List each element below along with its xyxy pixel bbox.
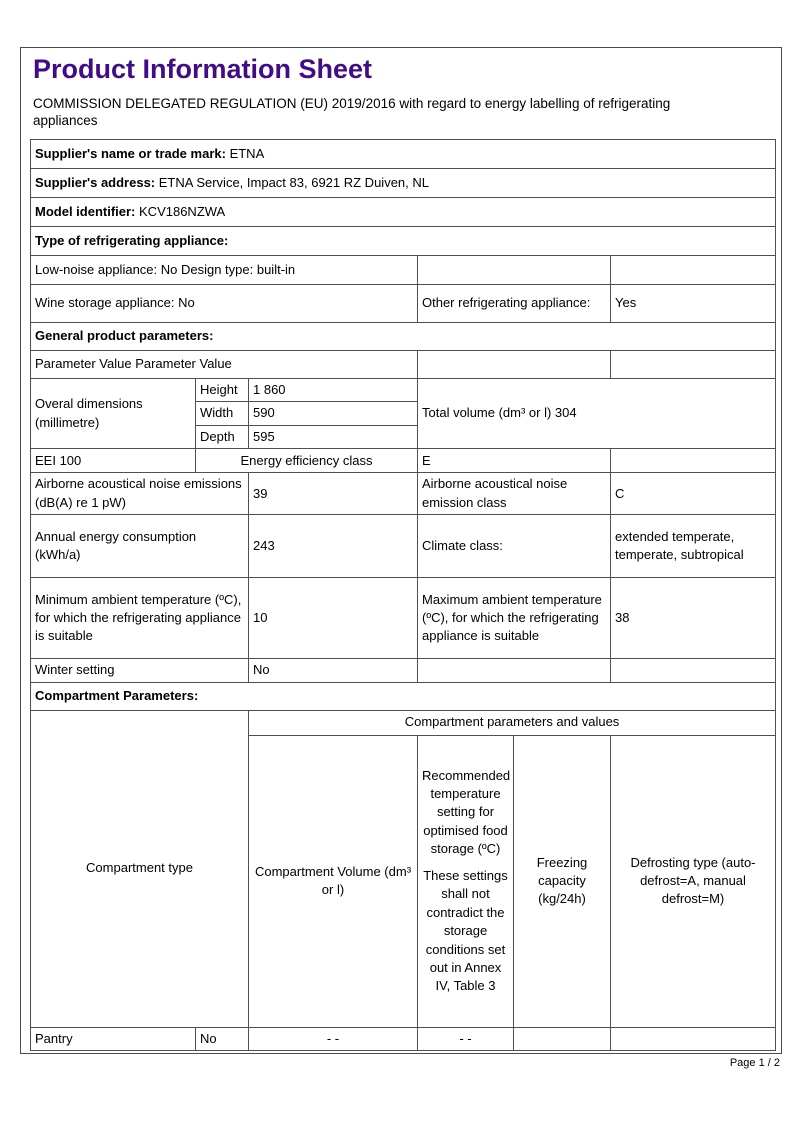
compartment-values-header-row: [31, 710, 776, 735]
supplier-address-label: Supplier's address:: [35, 174, 156, 190]
winter-setting-row: [31, 659, 776, 682]
width-value-cell: 590: [249, 402, 418, 425]
compartment-heading-cell: Compartment Parameters:: [31, 682, 776, 710]
compartment-freezing-cell: [514, 1027, 611, 1050]
other-appliance-value-cell: Yes: [611, 285, 776, 323]
max-temp-label-cell: Maximum ambient temperature (ºC), for which the refrigerating appliance is suitable: [418, 578, 611, 659]
low-noise-cell: Low-noise appliance: No Design type: built-in: [31, 256, 418, 285]
page-number: Page 1 / 2: [729, 1057, 780, 1069]
min-temp-value-cell: 10: [249, 578, 418, 659]
noise-class-label-cell: Airborne acoustical noise emission class: [418, 473, 611, 515]
temp-header-paragraph-2: These settings shall not contradict the storage conditions set out in Annex IV, Table 3: [423, 867, 508, 994]
total-volume-cell: Total volume (dm³ or l) 304: [418, 379, 776, 449]
eei-cell: EEI 100: [31, 449, 196, 473]
general-heading-row: [31, 323, 776, 351]
supplier-address-value: ETNA Service, Impact 83, 6921 RZ Duiven, NL: [158, 174, 429, 190]
width-label-cell: Width: [196, 402, 249, 425]
annual-energy-row: [31, 515, 776, 578]
supplier-address-row: [31, 169, 776, 198]
model-identifier-row: [31, 198, 776, 227]
ambient-temp-row: [31, 578, 776, 659]
empty-cell: [611, 659, 776, 682]
supplier-name-cell: [31, 140, 776, 169]
compartment-heading-row: [31, 682, 776, 710]
energy-class-label-cell: Energy efficiency class: [196, 449, 418, 473]
winter-setting-label-cell: Winter setting: [31, 659, 249, 682]
dimensions-height-row: [31, 379, 776, 402]
other-appliance-label-cell: Other refrigerating appliance:: [418, 285, 611, 323]
winter-setting-value-cell: No: [249, 659, 418, 682]
height-value-cell: 1 860: [249, 379, 418, 402]
compartment-row-pantry: [31, 1027, 776, 1050]
compartment-defrost-cell: [611, 1027, 776, 1050]
max-temp-value-cell: 38: [611, 578, 776, 659]
type-heading-cell: Type of refrigerating appliance:: [31, 227, 776, 256]
parameter-header-row: [31, 351, 776, 379]
noise-row: [31, 473, 776, 515]
compartment-values-header-cell: Compartment parameters and values: [249, 710, 776, 735]
empty-cell: [418, 351, 611, 379]
noise-class-value-cell: C: [611, 473, 776, 515]
general-heading-cell: General product parameters:: [31, 323, 776, 351]
model-identifier-cell: [31, 198, 776, 227]
eei-row: [31, 449, 776, 473]
energy-class-value-cell: E: [418, 449, 611, 473]
empty-cell: [418, 659, 611, 682]
climate-value-cell: extended temperate, temperate, subtropical: [611, 515, 776, 578]
model-identifier-value: KCV186NZWA: [139, 203, 226, 219]
empty-cell: [418, 256, 611, 285]
wine-storage-cell: Wine storage appliance: No: [31, 285, 418, 323]
depth-label-cell: Depth: [196, 425, 249, 448]
dimensions-label-cell: Overal dimensions (millimetre): [31, 379, 196, 449]
low-noise-row: [31, 256, 776, 285]
defrosting-type-header-cell: Defrosting type (auto-defrost=A, manual defrost=M): [611, 735, 776, 1027]
height-label-cell: Height: [196, 379, 249, 402]
product-info-table: [30, 139, 776, 1051]
freezing-capacity-header-cell: Freezing capacity (kg/24h): [514, 735, 611, 1027]
supplier-name-row: [31, 140, 776, 169]
page-title: Product Information Sheet: [33, 54, 373, 84]
climate-label-cell: Climate class:: [418, 515, 611, 578]
regulation-text: COMMISSION DELEGATED REGULATION (EU) 2019/2016 with regard to energy labelling of refrigerating appliances: [33, 96, 671, 128]
sheet-border-box: [20, 47, 782, 1054]
compartment-temp-cell: - -: [418, 1027, 514, 1050]
temp-header-paragraph-1: Recommended temperature setting for optimised food storage (ºC): [422, 767, 511, 857]
compartment-type-header-cell: Compartment type: [31, 710, 249, 1027]
compartment-type-cell: Pantry: [31, 1027, 196, 1050]
noise-value-cell: 39: [249, 473, 418, 515]
compartment-temp-header-cell: [418, 735, 514, 1027]
empty-cell: [611, 256, 776, 285]
empty-cell: [611, 351, 776, 379]
noise-label-cell: Airborne acoustical noise emissions (dB(A) re 1 pW): [31, 473, 249, 515]
empty-cell: [611, 449, 776, 473]
annual-energy-value-cell: 243: [249, 515, 418, 578]
annual-energy-label-cell: Annual energy consumption (kWh/a): [31, 515, 249, 578]
supplier-address-cell: [31, 169, 776, 198]
depth-value-cell: 595: [249, 425, 418, 448]
min-temp-label-cell: Minimum ambient temperature (ºC), for which the refrigerating appliance is suitable: [31, 578, 249, 659]
type-heading-row: [31, 227, 776, 256]
compartment-present-cell: No: [196, 1027, 249, 1050]
parameter-header-cell: Parameter Value Parameter Value: [31, 351, 418, 379]
wine-storage-row: [31, 285, 776, 323]
compartment-volume-header-cell: Compartment Volume (dm³ or l): [249, 735, 418, 1027]
supplier-name-label: Supplier's name or trade mark:: [35, 145, 226, 161]
compartment-volume-cell: - -: [249, 1027, 418, 1050]
model-identifier-label: Model identifier:: [35, 203, 136, 219]
supplier-name-value: ETNA: [229, 145, 265, 161]
